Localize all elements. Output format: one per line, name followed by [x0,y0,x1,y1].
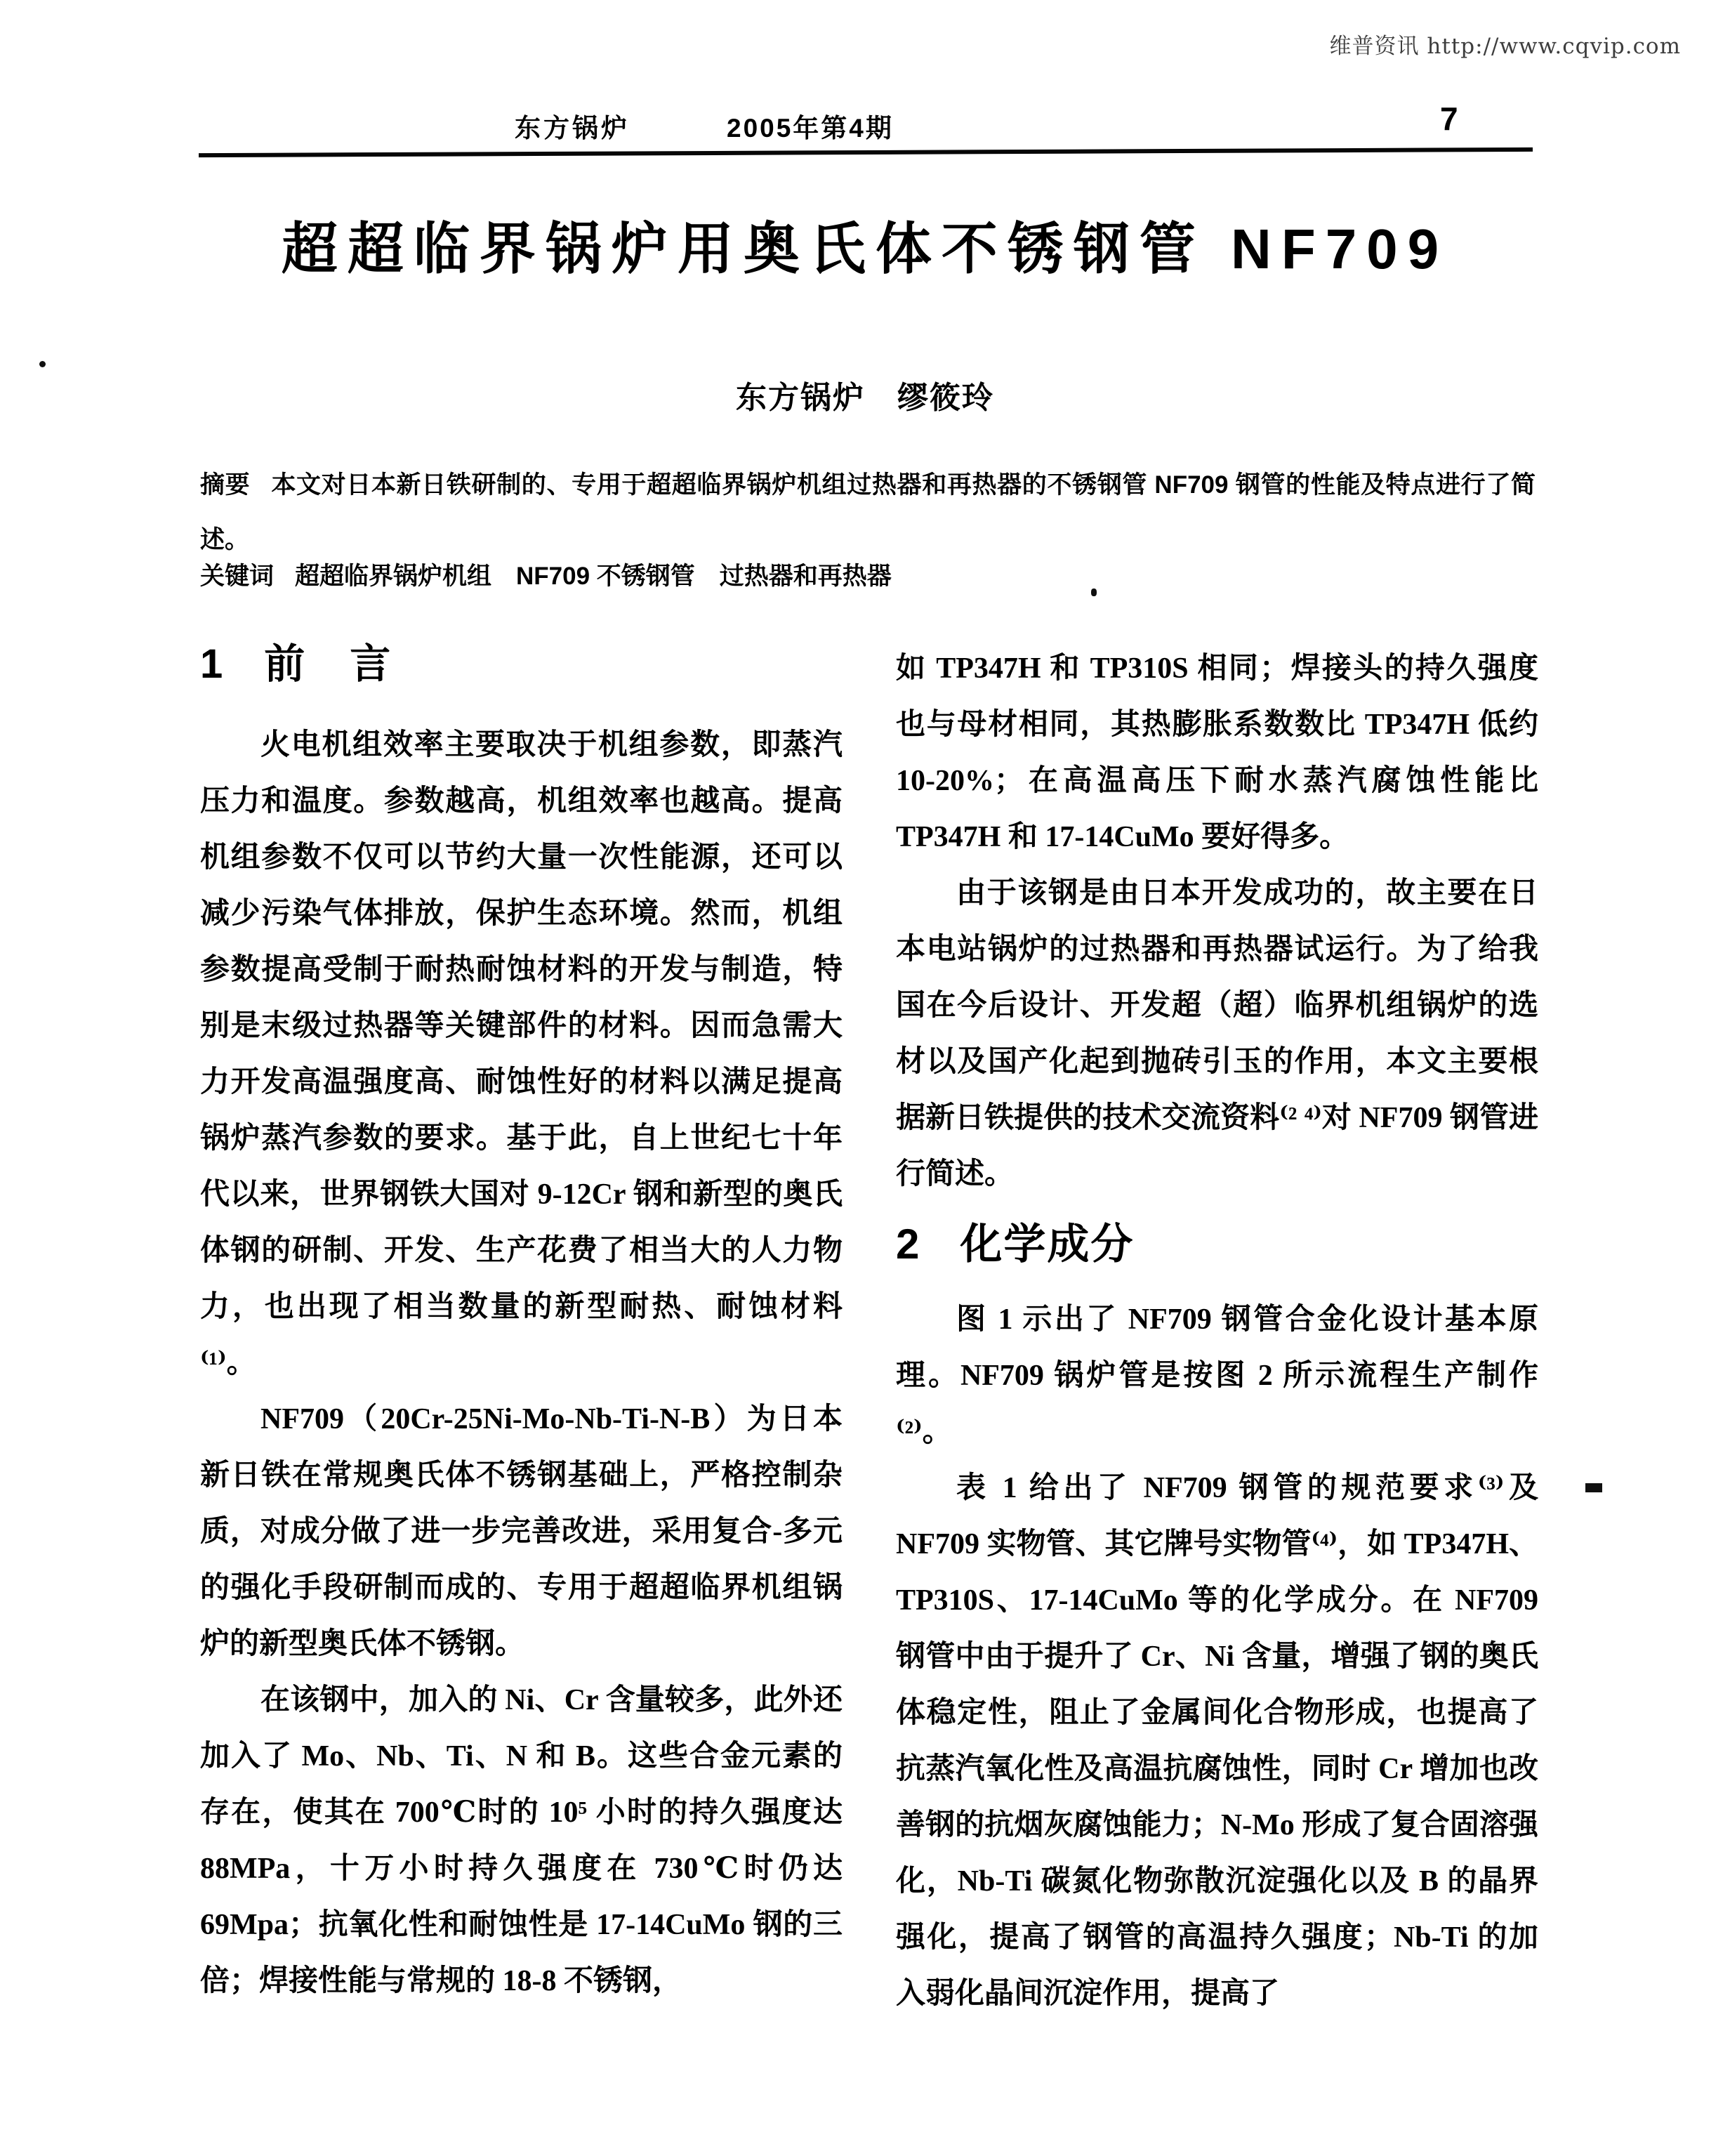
section-1-number: 1 [200,641,225,687]
ink-speck [1585,1483,1602,1492]
article-authors: 东方锅炉 缪筱玲 [736,381,994,415]
page-number: 7 [1440,100,1458,137]
section-2-heading [896,1222,1538,1266]
section-2-title: 化学成分 [960,1221,1135,1268]
abstract-text: 本文对日本新日铁研制的、专用于超超临界锅炉机组过热器和再热器的不锈钢管 NF709 钢管的性能及特点进行了简述。 [200,471,1536,553]
body-paragraph: 在该钢中，加入的 Ni、Cr 含量较多，此外还加入了 Mo、Nb、Ti、N 和 B。这些合金元素的存在，使其在 700℃时的 10⁵ 小时的持久强度达 88MPa，十万小时持久强度在 730℃时仍达 69Mpa；抗氧化性和耐蚀性是 17-14CuMo 钢的三倍；焊接性能与常规的 18-8 不锈钢， [200,1683,843,1997]
section-1-heading [200,643,843,686]
body-paragraph: 如 TP347H 和 TP310S 相同；焊接头的持久强度也与母材相同，其热膨胀系数数比 TP347H 低约 10-20%；在高温高压下耐水蒸汽腐蚀性能比 TP347H 和 17-14CuMo 要好得多。 [896,652,1538,853]
section-1-title: 前 言 [264,641,393,687]
section-2-number: 2 [896,1221,921,1268]
abstract-label: 摘要 [200,471,251,499]
page-header [199,100,1534,145]
left-column [200,640,843,2009]
journal-name: 东方锅炉 [515,114,630,143]
body-paragraph: 表 1 给出了 NF709 钢管的规范要求⁽³⁾及 NF709 实物管、其它牌号实物管⁽⁴⁾，如 TP347H、TP310S、17-14CuMo 等的化学成分。在 NF709 钢管中由于提升了 Cr、Ni 含量，增强了钢的奥氏体稳定性，阻止了金属间化合物形成，也提高了抗蒸汽氧化性及高温抗腐蚀性，同时 Cr 增加也改善钢的抗烟灰腐蚀能力；N-Mo 形成了复合固溶强化，Nb-Ti 碳氮化物弥散沉淀强化以及 B 的晶界强化，提高了钢管的高温持久强度；Nb-Ti 的加入弱化晶间沉淀作用，提高了 [896,1472,1538,2010]
body-paragraph: 由于该钢是由日本开发成功的，故主要在日本电站锅炉的过热器和再热器试运行。为了给我国在今后设计、开发超（超）临界机组锅炉的选材以及国产化起到抛砖引玉的作用，本文主要根据新日铁提供的技术交流资料⁽² ⁴⁾对 NF709 钢管进行简述。 [896,877,1538,1190]
ink-speck [1091,589,1097,596]
body-paragraph: 图 1 示出了 NF709 钢管合金化设计基本原理。NF709 锅炉管是按图 2 所示流程生产制作⁽²⁾。 [896,1303,1538,1448]
right-column [896,640,1538,2022]
keywords-label: 关键词 [200,563,275,590]
body-paragraph: 火电机组效率主要取决于机组参数，即蒸汽压力和温度。参数越高，机组效率也越高。提高机组参数不仅可以节约大量一次性能源，还可以减少污染气体排放，保护生态环境。然而，机组参数提高受制于耐热耐蚀材料的开发与制造，特别是末级过热器等关键部件的材料。因而急需大力开发高温强度高、耐蚀性好的材料以满足提高锅炉蒸汽参数的要求。基于此，自上世纪七十年代以来，世界钢铁大国对 9-12Cr 钢和新型的奥氏体钢的研制、开发、生产花费了相当大的人力物力，也出现了相当数量的新型耐热、耐蚀材料⁽¹⁾。 [200,728,843,1379]
header-divider-line [199,147,1533,157]
ink-speck [39,361,46,367]
body-columns [200,640,1538,2022]
abstract-block [200,458,1536,567]
keywords-block [200,559,1536,594]
body-paragraph: NF709（20Cr-25Ni-Mo-Nb-Ti-N-B）为日本新日铁在常规奥氏体不锈钢基础上，严格控制杂质，对成分做了进一步完善改进，采用复合-多元的强化手段研制而成的、专用于超超临界机组锅炉的新型奥氏体不锈钢。 [200,1402,843,1660]
article-title: 超超临界锅炉用奥氏体不锈钢管 NF709 [281,218,1449,280]
issue-info: 2005年第4期 [727,114,894,143]
watermark-text: 维普资讯 http://www.cqvip.com [1329,34,1681,59]
keywords-text: 超超临界锅炉机组 NF709 不锈钢管 过热器和再热器 [295,563,892,590]
